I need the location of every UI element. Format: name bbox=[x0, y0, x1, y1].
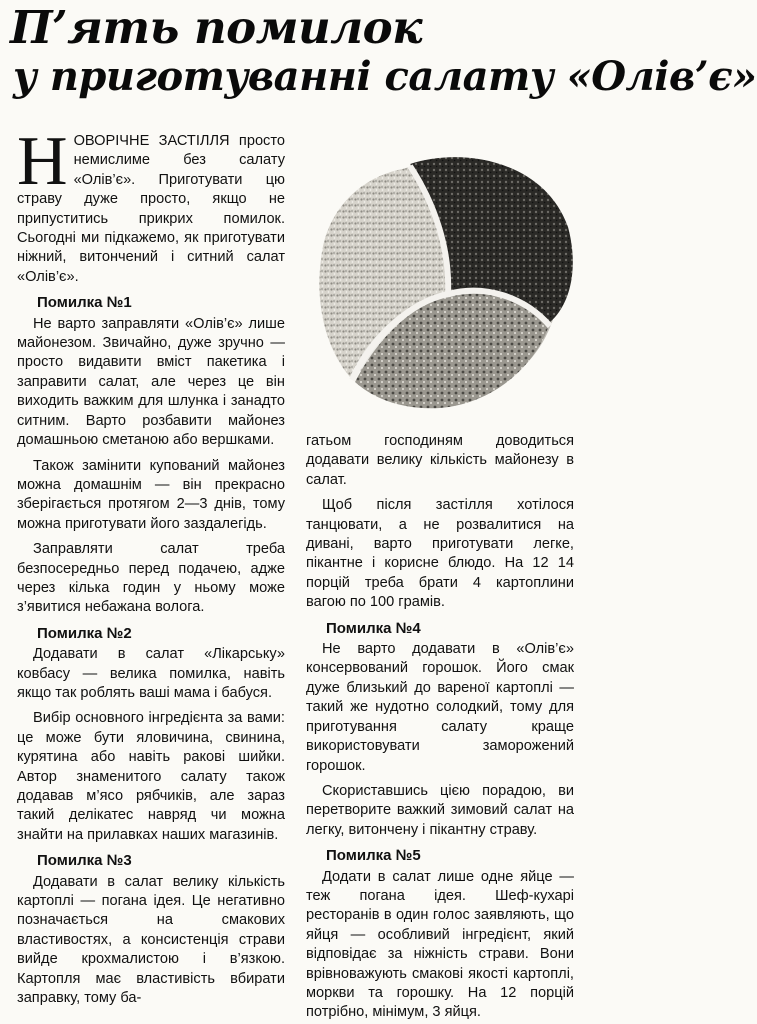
paragraph-continued: гатьом господиням доводиться додавати велику кількість майонезу в салат. bbox=[306, 433, 574, 488]
left-column bbox=[17, 123, 285, 1008]
paragraph: Вибір основного інгредієнта за вами: це може бути яловичина, свинина, курятина або навіть раковi шийки. Автор знаменитого салату також додавав м’ясо рябчиків, але зараз такий делікатес навряд чи можна знайти на прилавках наших магазинів. bbox=[17, 710, 285, 843]
section-heading-4: Помилка №4 bbox=[326, 619, 421, 637]
paragraph: Додавати в салат велику кількість картоплі — погана ідея. Це негативно позначається на смакових властивостях, а консистенція страви вийде крохмалистою і в’язкою. Картопля має властивість вбирати заправку, тому ба- bbox=[17, 873, 285, 1007]
paragraph: Також замінити купований майонез можна домашнім — він прекрасно зберігається протягом 2—3 днів, тому можна приготувати його заздалегідь. bbox=[17, 457, 285, 532]
section-heading-1: Помилка №1 bbox=[37, 294, 132, 312]
drop-cap: Н bbox=[17, 123, 68, 200]
title-line-2: у приготуванні салату «Олів’є» bbox=[13, 53, 757, 100]
paragraph: Заправляти салат треба безпосередньо перед подачею, адже через кілька годин у ньому може з’явитися небажана волога. bbox=[17, 541, 285, 616]
section-heading-3: Помилка №3 bbox=[37, 852, 132, 870]
salad-photo-icon bbox=[300, 132, 580, 417]
paragraph: Додати в салат лише одне яйце — теж погана ідея. Шеф-кухарі ресторанів в один голос заявляють, що яйця — особливий інгредієнт, який відповідає за ніжність страви. Вони врівноважують смакові якості картоплі, моркви та горошку. На 12 порцій потрібно, мінімум, 3 яйця. bbox=[306, 868, 574, 1021]
lead-paragraph: ОВОРІЧНЕ ЗАСТІЛЛЯ просто немислиме без салату «Олів’є». Приготувати цю страву дуже просто, якщо не припуститись прикрих помилок. Сьогодні ми підкажемо, як приготувати ніжний, витончений і ситний салат «Олів’є». bbox=[17, 133, 285, 285]
right-column bbox=[306, 432, 574, 1023]
paragraph: Додавати в салат «Лікарську» ковбасу — велика помилка, навіть якщо так роблять ваші мама і бабуся. bbox=[17, 646, 285, 701]
paragraph: Не варто додавати в «Олів’є» консервований горошок. Його смак дуже близький до вареної картоплі — такий же нудотно солодкий, тому для приготування салату краще використовувати заморожений горошок. bbox=[306, 641, 574, 774]
article-title bbox=[10, 1, 757, 100]
paragraph: Не варто заправляти «Олів’є» лише майонезом. Звичайно, дуже зручно — просто видавити вміст пакетика і заправити салат, але через це він виходить важким для шлунка і занадто ситним. Варто розбавити майонез домашньою сметаною або вершками. bbox=[17, 315, 285, 449]
section-heading-2: Помилка №2 bbox=[37, 624, 132, 642]
paragraph: Скориставшись цією порадою, ви перетворите важкий зимовий салат на легку, витончену і пікантну страву. bbox=[306, 782, 574, 838]
paragraph: Щоб після застілля хотілося танцювати, а не розвалитися на дивані, варто приготувати легке, пікантне і корисне блюдо. На 12 14 порцій треба брати 4 картоплини вагою по 100 грамів. bbox=[306, 497, 574, 611]
title-line-1: П’ять помилок bbox=[10, 1, 423, 54]
section-heading-5: Помилка №5 bbox=[326, 847, 421, 865]
